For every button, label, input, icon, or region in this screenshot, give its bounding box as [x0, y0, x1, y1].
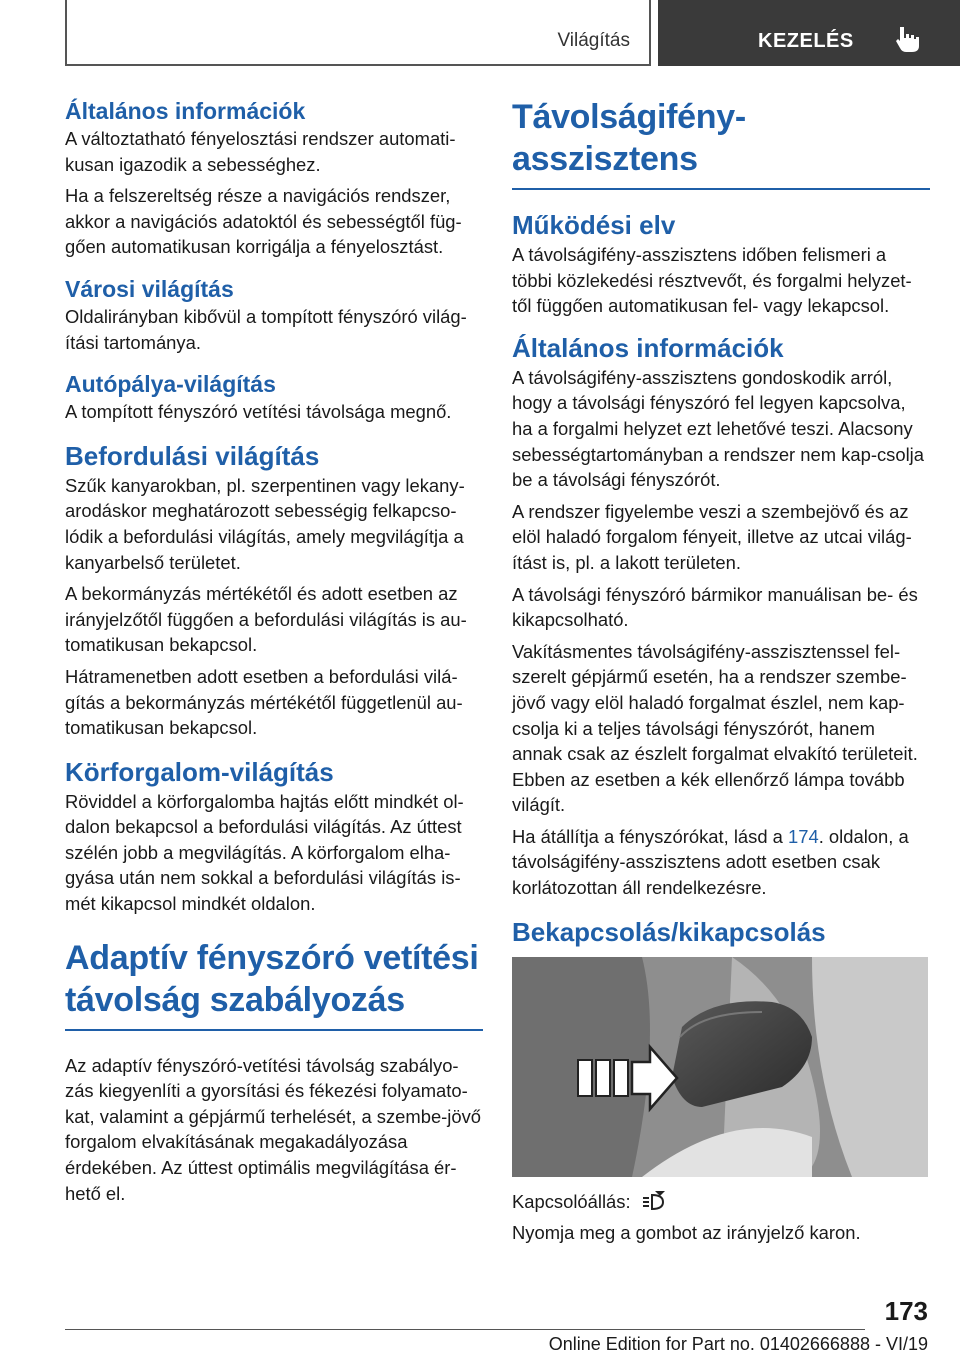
header-left-rule [65, 0, 67, 66]
heading-cornering-light: Befordulási világítás [65, 440, 320, 471]
page-number: 173 [884, 1296, 928, 1326]
caption-label: Kapcsolóállás: [512, 1190, 631, 1212]
heading-roundabout-lighting: Körforgalom-világítás [65, 756, 334, 787]
section-title: Világítás [557, 30, 630, 51]
paragraph: A távolsági fényszóró bármikor manuálisan be- és kikapcsolható. [512, 583, 918, 631]
footer-rule [65, 1329, 865, 1330]
high-beam-assist-icon [641, 1191, 667, 1213]
paragraph: Nyomja meg a gombot az irányjelző karon. [512, 1222, 861, 1244]
paragraph: A távolságifény-asszisztens gondoskodik arról, hogy a távolsági fényszóró fel legyen kapcsolva, ha a forgalmi helyzet ezt lehetővé teszi. Alacsony sebességtartományban a rendszer nem kap-csolja be a távolsági fényszórót. [512, 366, 924, 491]
edition-note: Online Edition for Part no. 01402666888 - VI/19 [548, 1334, 928, 1354]
paragraph: A rendszer figyelembe veszi a szembejövő és az elöl haladó forgalom fényeit, illetve az utcai világ-ítást is, pl. a lakott területen. [512, 500, 912, 573]
paragraph: A távolságifény-asszisztens időben felismeri a többi közlekedési résztvevőt, és forgalmi helyzet-től függően automatikusan fel- vagy lekapcsol. [512, 244, 912, 317]
left-column [65, 96, 483, 1212]
paragraph: Röviddel a körforgalomba hajtás előtt mindkét ol-dalon bekapcsol a befordulási világítás. Az úttest szélén jobb a megvilágítás. A körforgalom elha-gyása után nem sokkal a befordulási világítás is-mét kikapcsol mindkét oldalon. [65, 790, 464, 915]
chapter-tab-label: KEZELÉS [758, 30, 854, 52]
paragraph: A bekormányzás mértékétől és adott esetben az irányjelzőtől függően a befordulási világítás is au-tomatikusan bekapcsol. [65, 583, 467, 656]
page-header [0, 0, 960, 66]
page-reference-link[interactable]: 174 [788, 825, 819, 847]
paragraph: Ha a felszereltség része a navigációs rendszer, akkor a navigációs adatoktól és sebességtől füg-gően automatikusan korrigálja a fényelosztást. [65, 185, 462, 258]
heading-general-info: Általános információk [65, 98, 306, 124]
paragraph: Hátramenetben adott esetben a befordulási vilá-gítás a bekormányzás mértékétől függetlenül au-tomatikusan bekapcsol. [65, 665, 463, 739]
paragraph: Oldalirányban kibővül a tompított fényszóró világ-ítási tartománya. [65, 305, 467, 353]
paragraph: Vakításmentes távolságifény-asszisztenssel fel-szerelt gépjármű esetén, ha a rendszer szembe-jövő vagy elöl haladó forgalmat észlel, nem kap-csolja ki a teljes távolsági fényszórót, hanem annak csak az észlelt forgalmat elvakító területeit. Ebben az esetben a kék ellenőrző lámpa tovább világít. [512, 640, 918, 816]
paragraph: Az adaptív fényszóró-vetítési távolság szabályo-zás kiegyenlíti a gyorsítási és fékezési folyamato-kat, valamint a gépjármű terhelését, a szembe-jövő forgalom elvakításának megakadályozása érdekében. Az úttest optimális megvilágítása ér-hető el. [65, 1054, 482, 1204]
heading-operating-principle: Működési elv [512, 210, 676, 240]
header-divider [649, 0, 651, 66]
header-bottom-rule [65, 64, 649, 66]
text: Ha átállítja a fényszórókat, lásd a [512, 825, 789, 847]
turn-signal-lever-image [512, 957, 928, 1177]
paragraph [512, 824, 930, 901]
heading-on-off: Bekapcsolás/kikapcsolás [512, 916, 826, 947]
lever-illustration [512, 957, 928, 1177]
hand-pointer-icon [893, 24, 923, 54]
text: . oldalon, a távolságifény-asszisztens adott esetben csak korlátozottan áll rendelkezésre. [512, 825, 909, 899]
paragraph: Szűk kanyarokban, pl. szerpentinen vagy lekany-arodáskor meghatározott sebességig felkapcso-lódik a befordulási világítás, amely megvilágítja a kanyarbelső területet. [65, 474, 465, 573]
right-column [512, 96, 930, 1252]
paragraph: A tompított fényszóró vetítési távolsága megnő. [65, 401, 452, 423]
heading-high-beam-assistant: Távolságifény-asszisztens [512, 96, 930, 190]
heading-city-lighting: Városi világítás [65, 275, 234, 302]
heading-adaptive-headlight-range: Adaptív fényszóró vetítési távolság szabályozás [65, 937, 483, 1031]
switch-position-caption [512, 1189, 930, 1215]
heading-highway-lighting: Autópálya-világítás [65, 371, 276, 398]
heading-general-info: Általános információk [512, 332, 784, 363]
chapter-tab[interactable] [658, 0, 960, 66]
paragraph: A változtatható fényelosztási rendszer automati-kusan igazodik a sebességhez. [65, 128, 456, 175]
